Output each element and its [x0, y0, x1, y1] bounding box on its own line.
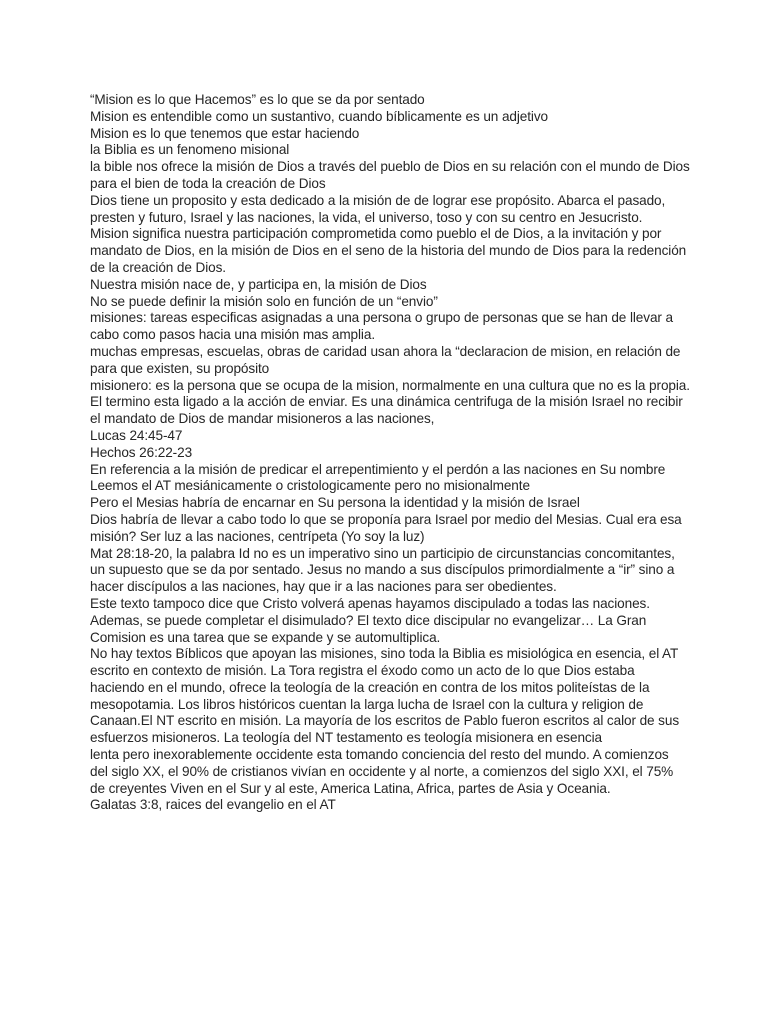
paragraph-12: misionero: es la persona que se ocupa de la mision, normalmente en una cultura que no es la propia. El termino esta ligado a la acción de enviar. Es una dinámica centrifuga de la misión Israel no recibir el mandato de Dios de mandar misioneros a las naciones, — [90, 377, 690, 427]
paragraph-13: Lucas 24:45-47 — [90, 427, 183, 443]
paragraph-6: Dios tiene un proposito y esta dedicado a la misión de de lograr ese propósito. Abarca el pasado, presten y futuro, Israel y las naciones, la vida, el universo, toso y con su centro en Jesucristo. — [90, 192, 666, 225]
paragraph-18: Dios habría de llevar a cabo todo lo que se proponía para Israel por medio del Mesias. Cual era esa misión? Ser luz a las naciones, centrípeta (Yo soy la luz) — [90, 511, 682, 544]
paragraph-5: la bible nos ofrece la misión de Dios a través del pueblo de Dios en su relación con el mundo de Dios para el bien de toda la creación de Dios — [90, 159, 690, 191]
paragraph-11: muchas empresas, escuelas, obras de caridad usan ahora la “declaracion de mision, en relación de para que existen, su propósito — [90, 343, 681, 376]
paragraph-4: la Biblia es un fenomeno misional — [90, 142, 290, 158]
paragraph-17: Pero el Mesias habría de encarnar en Su persona la identidad y la misión de Israel — [90, 495, 580, 511]
paragraph-3: Mision es lo que tenemos que estar haciendo — [90, 125, 360, 141]
paragraph-16: Leemos el AT mesiánicamente o cristologicamente pero no misionalmente — [90, 478, 530, 494]
paragraph-1: “Mision es lo que Hacemos” es lo que se da por sentado — [90, 92, 425, 107]
paragraph-23: Galatas 3:8, raices del evangelio en el AT — [90, 797, 336, 813]
paragraph-20: Este texto tampoco dice que Cristo volverá apenas hayamos discipulado a todas las naciones. Ademas, se puede completar el disimulado? El texto dice discipular no evangelizar… La Gran Comision es una tarea que se expande y se automultiplica. — [90, 595, 650, 645]
paragraph-7: Mision significa nuestra participación comprometida como pueblo el de Dios, a la invitación y por mandato de Dios, en la misión de Dios en el seno de la historia del mundo de Dios para la redención de la creación de Dios. — [90, 226, 687, 275]
paragraph-2: Mision es entendible como un sustantivo, cuando bíblicamente es un adjetivo — [90, 108, 548, 124]
paragraph-10: misiones: tareas especificas asignadas a una persona o grupo de personas que se han de llevar a cabo como pasos hacia una misión mas amplia. — [90, 310, 673, 343]
paragraph-15: En referencia a la misión de predicar el arrepentimiento y el perdón a las naciones en Su nombre — [90, 461, 666, 477]
document-body — [90, 92, 690, 814]
paragraph-22: lenta pero inexorablemente occidente esta tomando conciencia del resto del mundo. A comienzos del siglo XX, el 90% de cristianos vivían en occidente y al norte, a comienzos del siglo XXI, el 75% de creyentes Viven en el Sur y al este, America Latina, Africa, partes de Asia y Oceania. — [90, 747, 674, 796]
paragraph-19: Mat 28:18-20, la palabra Id no es un imperativo sino un participio de circunstancias concomitantes, un supuesto que se da por sentado. Jesus no mando a sus discípulos primordialmente a “ir” sino a hacer discípulos a las naciones, hay que ir a las naciones para ser obedientes. — [90, 545, 675, 595]
paragraph-21: No hay textos Bíblicos que apoyan las misiones, sino toda la Biblia es misiológica en esencia, el AT escrito en contexto de misión. La Tora registra el éxodo como un acto de lo que Dios estaba haciendo en el mundo, ofrece la teología de la creación en contra de los mitos politeístas de la mesopotamia. Los libros históricos cuentan la larga lucha de Israel con la cultura y religion de Canaan.El NT escrito en misión. La mayoría de los escritos de Pablo fueron escritos al calor de sus esfuerzos misioneros. La teología del NT testamento es teología misionera en esencia — [90, 646, 680, 746]
paragraph-14: Hechos 26:22-23 — [90, 444, 193, 460]
paragraph-9: No se puede definir la misión solo en función de un “envio” — [90, 293, 438, 309]
paragraph-8: Nuestra misión nace de, y participa en, la misión de Dios — [90, 276, 427, 292]
